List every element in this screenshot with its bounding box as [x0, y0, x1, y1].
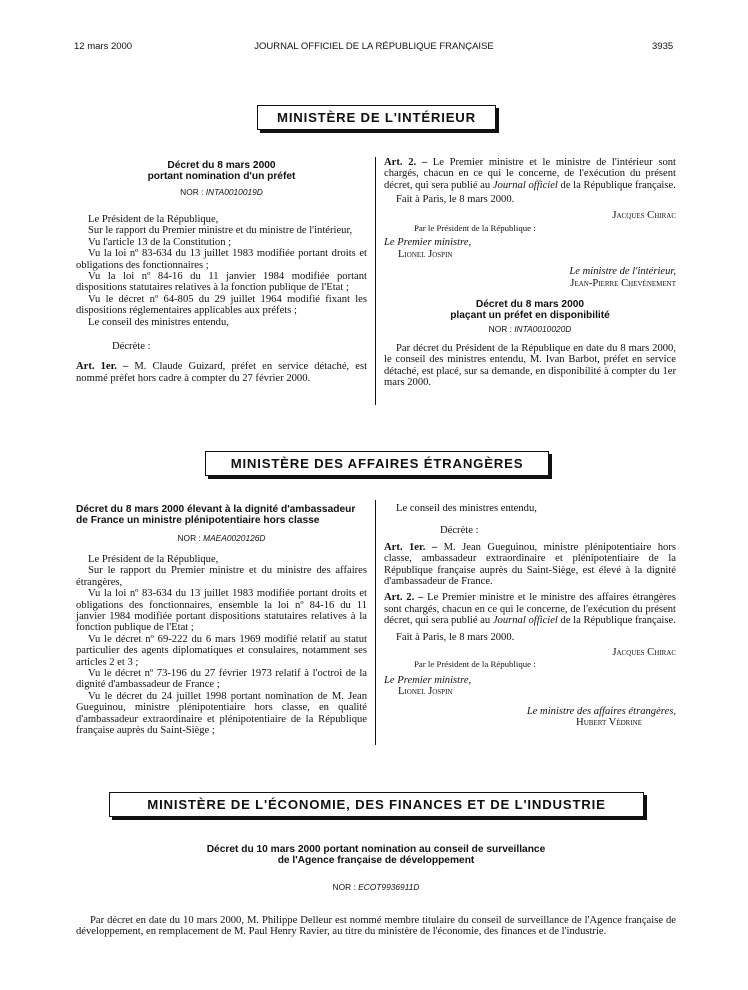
nor-code: MAEA0020126D [203, 532, 266, 543]
nor-reference [76, 533, 367, 544]
decree-paragraph: Sur le rapport du Premier ministre et du ministre des affaires étrangères, [76, 565, 367, 588]
fait-a-paris: Fait à Paris, le 8 mars 2000. [396, 631, 515, 643]
header-title: JOURNAL OFFICIEL DE LA RÉPUBLIQUE FRANÇAISE [254, 41, 494, 52]
article-2-text-end: de la République française. [560, 615, 676, 627]
par-le-president: Par le Président de la République : [414, 223, 536, 234]
journal-officiel-ref: Journal officiel [492, 179, 558, 191]
decree-paragraph: Vu la loi nº 83-634 du 13 juillet 1983 modifiée portant droits et obligations des fonctionnaires ; [76, 248, 367, 271]
article-1 [384, 542, 676, 588]
ministry-heading-interieur: MINISTÈRE DE L'INTÉRIEUR [257, 105, 496, 130]
decrete-line: Décrète : [112, 341, 151, 353]
header-page-number: 3935 [652, 41, 674, 52]
conseil-entendu: Le conseil des ministres entendu, [396, 503, 537, 514]
signatory-president: Jacques Chirac [612, 209, 676, 221]
article-1-label: Art. 1er. – [384, 541, 438, 553]
header-date: 12 mars 2000 [74, 41, 133, 52]
article-2 [384, 592, 676, 626]
article-2 [384, 157, 676, 191]
decree-title [76, 161, 367, 183]
decree-title-line2: de l'Agence française de développement [277, 854, 475, 866]
article-2-label: Art. 2. – [384, 157, 428, 168]
decree-paragraph: Vu l'article 13 de la Constitution ; [88, 236, 232, 248]
article-2-text-end: de la République française. [560, 179, 676, 191]
decree-paragraph: Vu le décret nº 64-805 du 29 juillet 1964 modifié fixant les dispositions réglementaires applicables aux préfets ; [76, 293, 367, 317]
column-divider [375, 157, 376, 405]
journal-officiel-ref: Journal officiel [492, 615, 558, 627]
ministry-heading-economie: MINISTÈRE DE L'ÉCONOMIE, DES FINANCES ET DE L'INDUSTRIE [109, 792, 644, 817]
premier-ministre-name: Lionel Jospin [398, 248, 453, 260]
decree-title: Décret du 8 mars 2000 élevant à la dignité d'ambassadeur de France un ministre plénipotentiaire hors classe [76, 504, 356, 526]
decree-text: Par décret en date du 10 mars 2000, M. Philippe Delleur est nommé membre titulaire du conseil de surveillance de l'Agence française de développement, en remplacement de M. Paul Henry Ravier, au titre du ministère de l'économie, des finances et de l'industrie. [76, 915, 676, 938]
nor-label: NOR : [180, 186, 204, 197]
article-1-label: Art. 1er. – [76, 361, 129, 373]
decree-title-line1: Décret du 10 mars 2000 portant nomination au conseil de surveillance [206, 844, 546, 855]
nor-code: INTA0010019D [205, 186, 263, 197]
decree-nomination-prefet-col2 [384, 157, 676, 389]
nor-code: ECOT9936911D [358, 881, 420, 892]
minister-name: Jean-Pierre Chevènement [570, 277, 676, 289]
article-1-text: M. Claude Guizard, préfet en service détaché, est nommé préfet hors cadre à compter du 27 février 2000. [76, 361, 368, 384]
decree-paragraph: Vu le décret nº 69-222 du 6 mars 1969 modifié relatif au statut particulier des agents diplomatiques et consulaires, notamment ses articles 2 et 3 ; [76, 633, 367, 668]
article-1 [76, 361, 367, 384]
nor-label: NOR : [177, 532, 201, 543]
article-1-text: M. Jean Gueguinou, ministre plénipotentiaire hors classe, ambassadeur extraordinaire et plénipotentiaire de la République française auprès du Saint-Siège, est élevé à la dignité d'ambassadeur de France. [384, 541, 676, 588]
minister-title: Le ministre des affaires étrangères, [526, 705, 676, 717]
premier-ministre-title: Le Premier ministre, [384, 237, 472, 249]
nor-reference [76, 882, 676, 893]
decree-ambassadeur-col2 [384, 503, 676, 729]
decree-paragraph: Vu la loi nº 84-16 du 11 janvier 1984 modifiée portant dispositions statutaires relatives à la fonction publique de l'Etat ; [76, 271, 367, 294]
decree-paragraph: Le Président de la République, [88, 214, 219, 225]
decree-2-title-line1: Décret du 8 mars 2000 [475, 299, 585, 311]
signatory-president: Jacques Chirac [612, 647, 676, 659]
nor-reference [384, 324, 676, 335]
decree-2-title-line2: plaçant un préfet en disponibilité [450, 309, 610, 321]
decree-2-title [384, 300, 676, 322]
decree-agence-francaise [76, 845, 676, 938]
par-le-president: Par le Président de la République : [414, 659, 536, 670]
ministry-heading-affaires-etrangeres: MINISTÈRE DES AFFAIRES ÉTRANGÈRES [205, 451, 549, 476]
minister-name: Hubert Védrine [576, 717, 642, 729]
decree-paragraph: Le conseil des ministres entendu, [88, 316, 229, 328]
decree-paragraph: Le Président de la République, [88, 554, 219, 565]
fait-a-paris: Fait à Paris, le 8 mars 2000. [396, 194, 515, 206]
decree-title-line1: Décret du 8 mars 2000 [167, 160, 276, 171]
column-divider [375, 500, 376, 745]
decree-paragraph: Vu le décret nº 73-196 du 27 février 1973 relatif à l'octroi de la dignité d'ambassadeur de France ; [76, 668, 367, 691]
nor-label: NOR : [488, 323, 512, 334]
decree-title [76, 845, 676, 867]
article-2-text: Le Premier ministre et le ministre de l'intérieur sont chargés, chacun en ce qui le concerne, de l'exécution du présent décret, qui sera publié au [384, 157, 676, 191]
nor-reference [76, 187, 367, 198]
nor-code: INTA0010020D [514, 323, 572, 334]
decrete-line: Décrète : [440, 525, 479, 537]
minister-title: Le ministre de l'intérieur, [569, 266, 676, 278]
premier-ministre-name: Lionel Jospin [398, 686, 453, 698]
decree-2-text: Par décret du Président de la République en date du 8 mars 2000, le conseil des ministres entendu, M. Ivan Barbot, préfet en service détaché, est placé, sur sa demande, en disponibilité à compter du 1er mars 2000. [384, 343, 676, 389]
decree-ambassadeur-col1 [76, 505, 367, 737]
decree-paragraph: Vu la loi nº 83-634 du 13 juillet 1983 modifiée portant droits et obligations des fonctionnaires, ensemble la loi nº 84-16 du 11 janvier 1984 modifiée portant dispositions statutaires relatives à la fonction publique de l'Etat ; [76, 588, 367, 634]
decree-nomination-prefet-col1 [76, 161, 367, 384]
article-2-label: Art. 2. – [384, 592, 424, 604]
premier-ministre-title: Le Premier ministre, [384, 674, 472, 686]
nor-label: NOR : [332, 881, 356, 892]
decree-paragraph: Vu le décret du 24 juillet 1998 portant nomination de M. Jean Gueguinou, ministre plénipotentiaire hors classe, en qualité d'ambassadeur extraordinaire et plénipotentiaire de la République française auprès du Saint-Siège ; [76, 690, 367, 737]
decree-title-line2: portant nomination d'un préfet [147, 170, 296, 182]
article-2-text: Le Premier ministre et le ministre des affaires étrangères sont chargés, chacun en ce qui le concerne, de l'exécution du présent décret, qui sera publié au [384, 592, 676, 627]
decree-paragraph: Sur le rapport du Premier ministre et du ministre de l'intérieur, [88, 225, 353, 237]
